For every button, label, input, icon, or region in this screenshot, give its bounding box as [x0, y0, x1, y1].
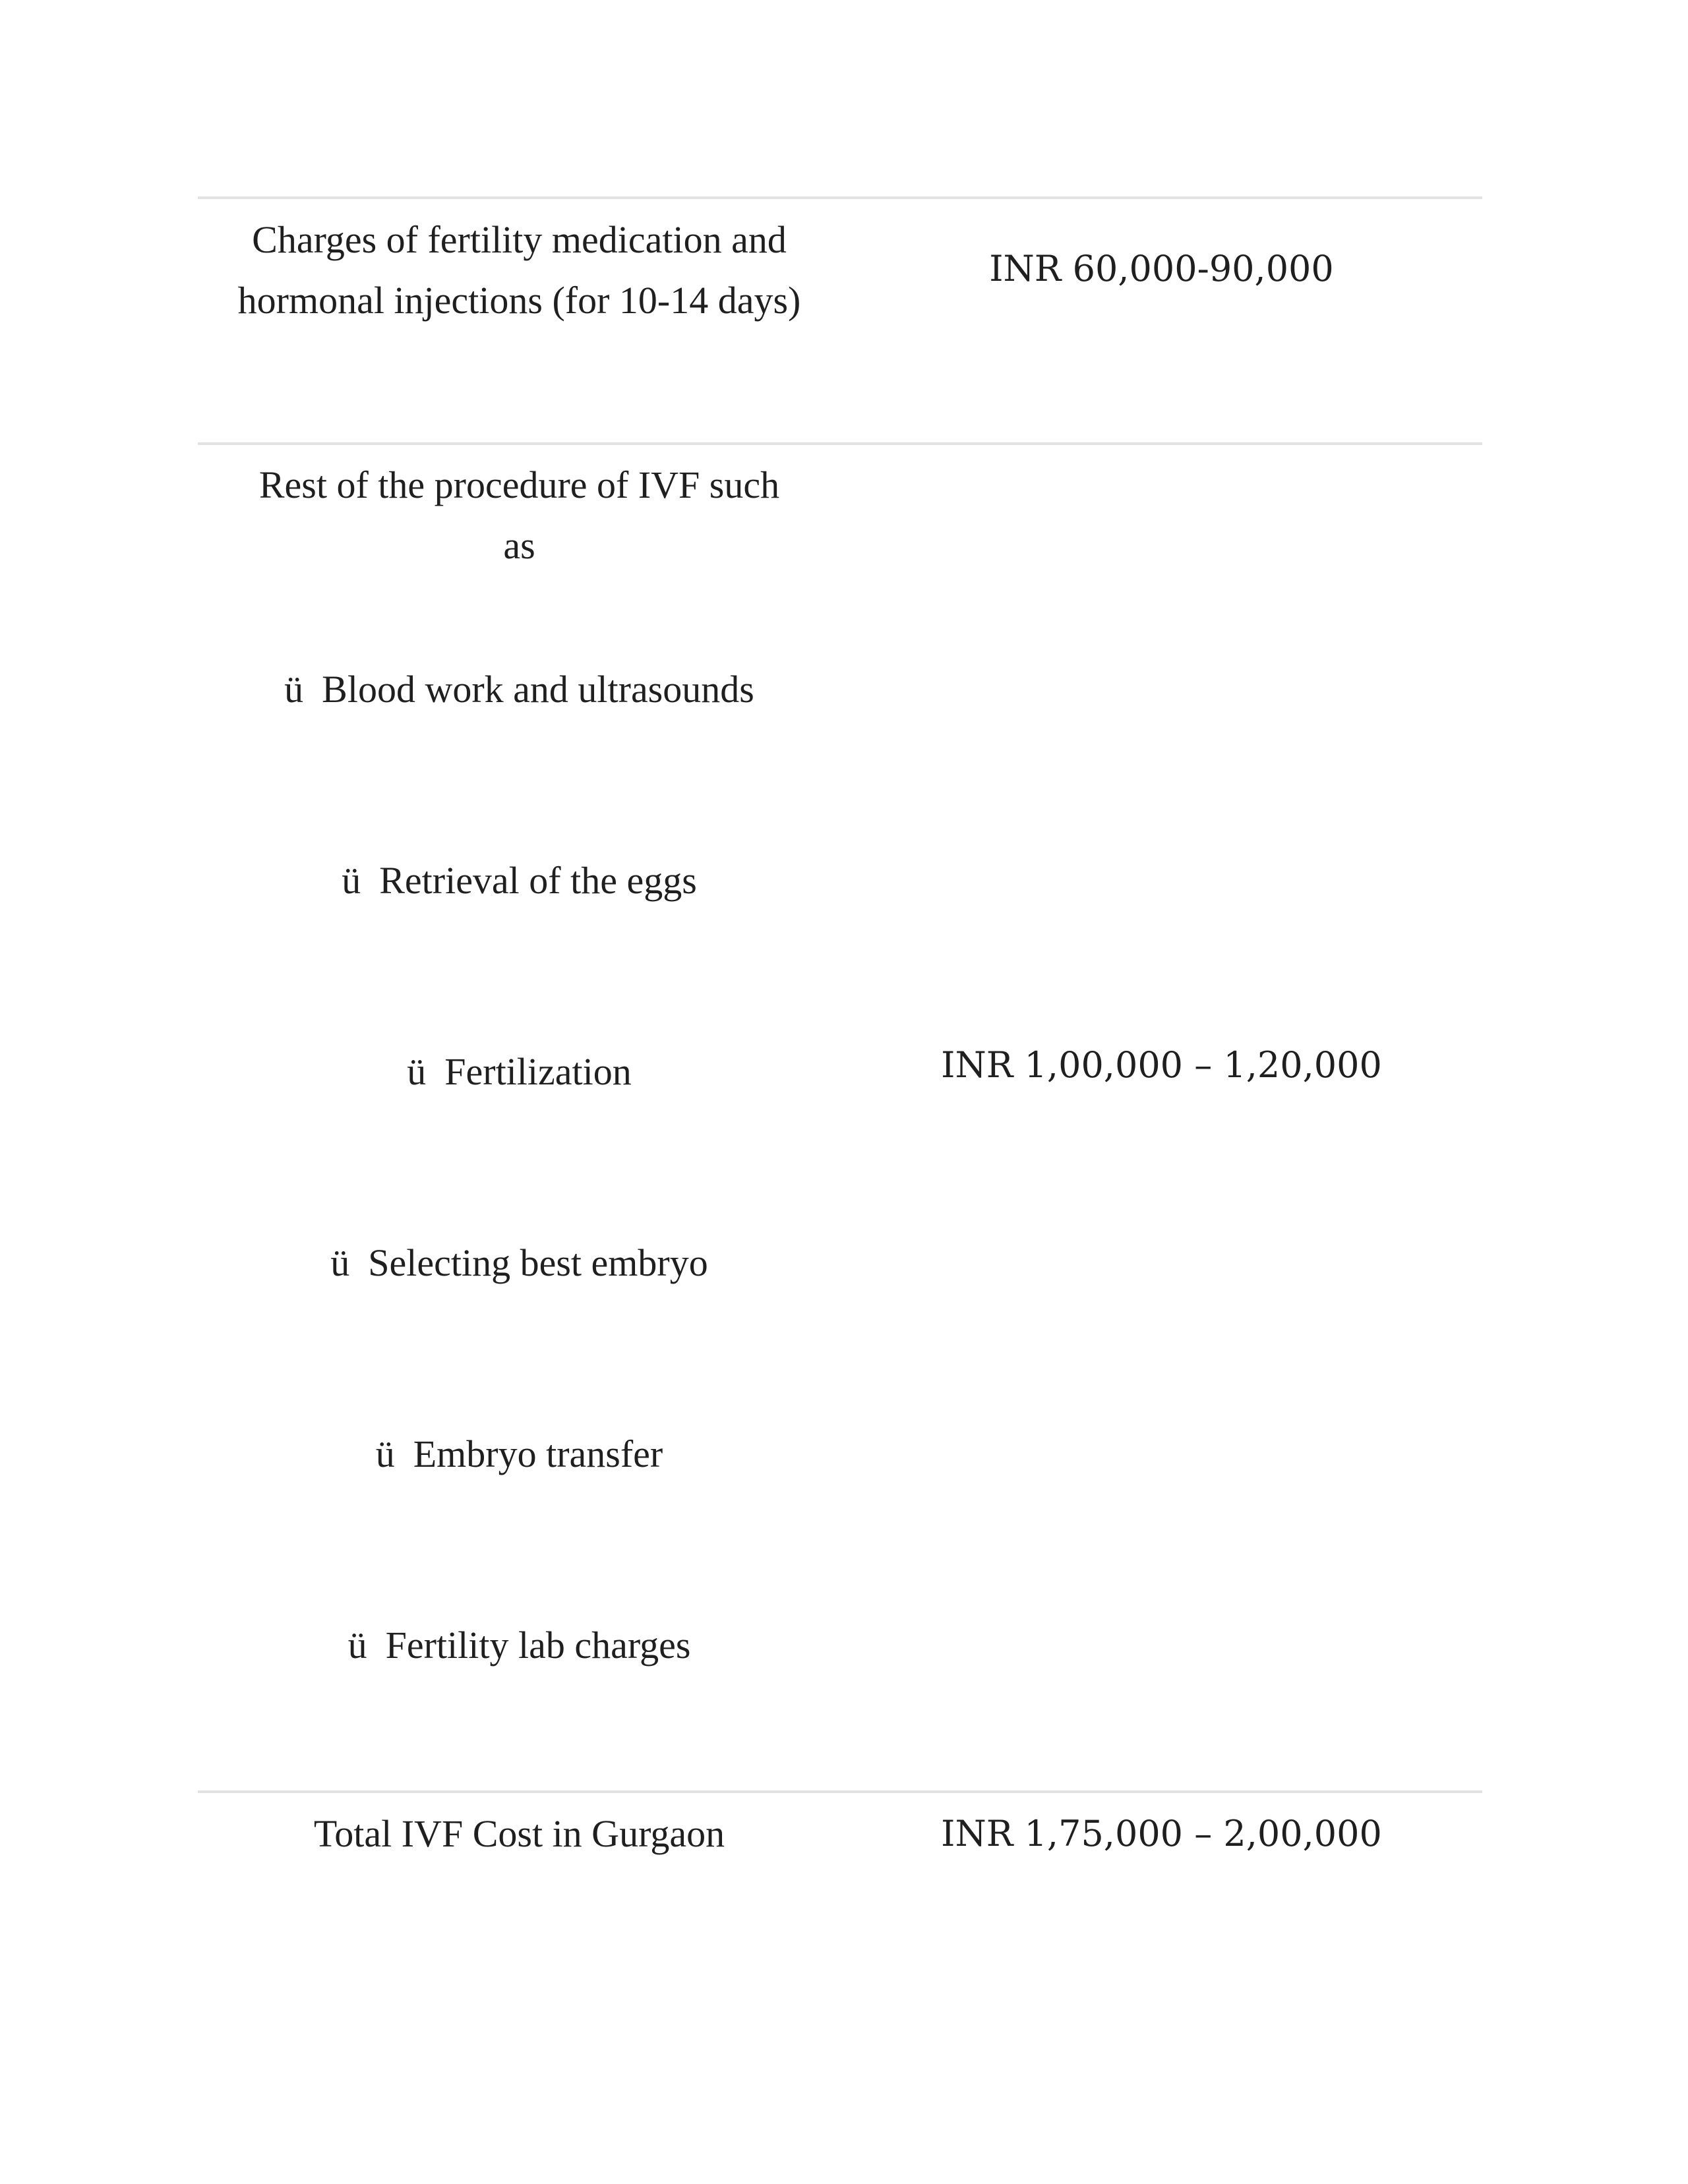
check-bullet-icon: ü: [330, 1241, 350, 1284]
procedure-label: Rest of the procedure of IVF such as: [258, 463, 780, 567]
procedure-cost: INR 1,00,000 – 1,20,000: [941, 1044, 1382, 1086]
check-bullet-icon: ü: [347, 1624, 367, 1667]
list-item: ü Fertilization: [198, 1042, 841, 1102]
list-item: ü Blood work and ultrasounds: [198, 659, 841, 720]
check-bullet-icon: ü: [407, 1050, 427, 1093]
check-bullet-icon: ü: [342, 859, 361, 902]
check-bullet-icon: ü: [284, 668, 304, 711]
list-item: ü Fertility lab charges: [198, 1615, 841, 1676]
list-item: ü Selecting best embryo: [198, 1233, 841, 1293]
total-cost-value: INR 1,75,000 – 2,00,000: [941, 1813, 1382, 1854]
list-item: ü Retrieval of the eggs: [198, 850, 841, 911]
row-divider: [198, 442, 1482, 445]
medication-charges-label: Charges of fertility medication and hormonal injections (for 10-14 days): [237, 218, 801, 322]
total-cost-label: Total IVF Cost in Gurgaon: [313, 1812, 725, 1855]
list-item: ü Embryo transfer: [198, 1424, 841, 1485]
row-divider: [198, 196, 1482, 199]
medication-charges-cost: INR 60,000-90,000: [989, 248, 1334, 289]
row-divider: [198, 1790, 1482, 1793]
check-bullet-icon: ü: [375, 1432, 395, 1475]
